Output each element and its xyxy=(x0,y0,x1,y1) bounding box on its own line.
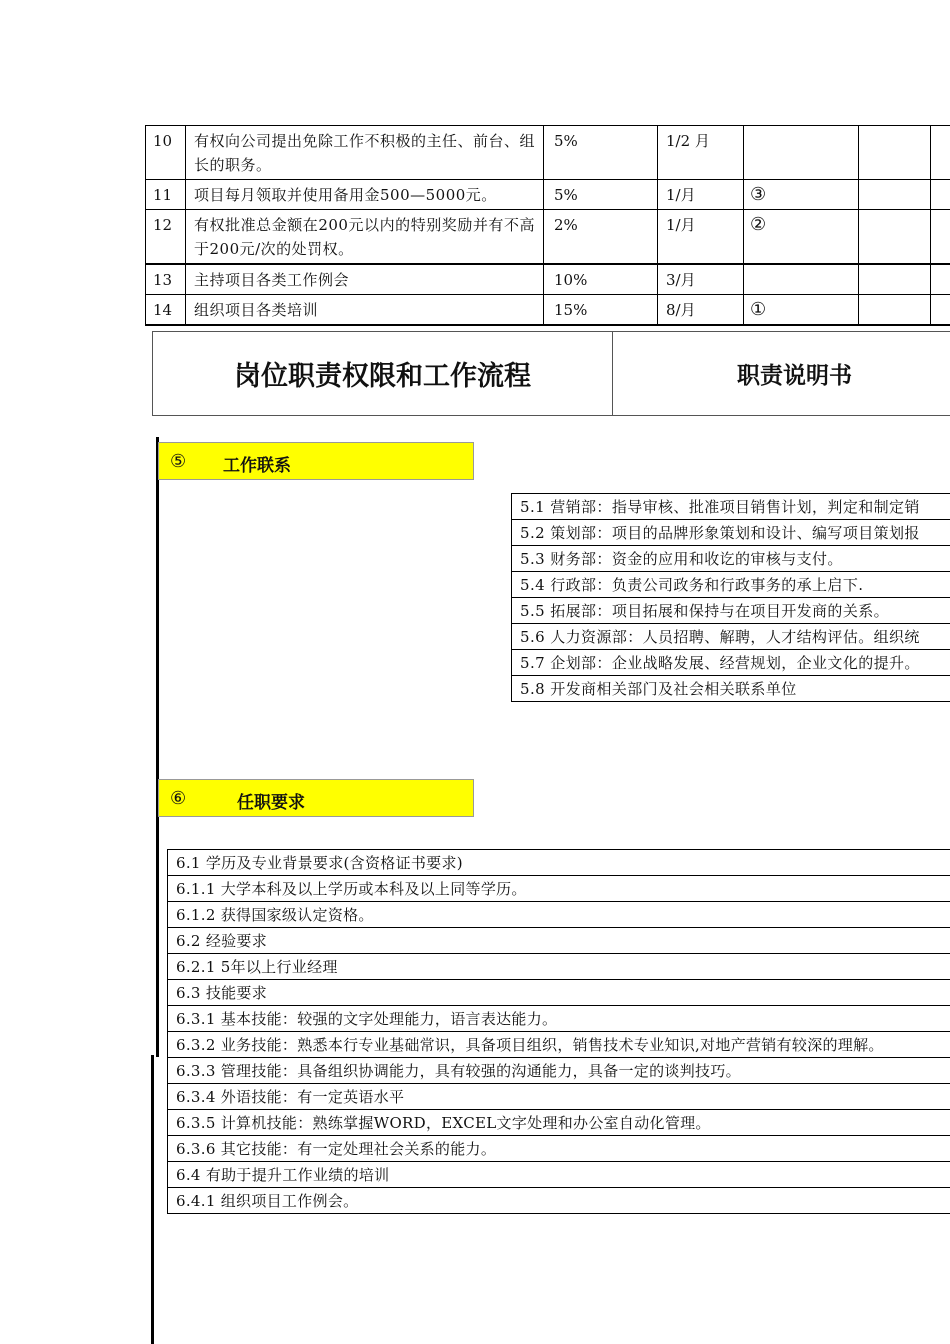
authority-table xyxy=(145,125,950,326)
row-text: 组织项目各类培训 xyxy=(186,295,544,326)
row-number: 12 xyxy=(146,210,186,265)
list-item: 6.3.1 基本技能：较强的文字处理能力，语言表达能力。 xyxy=(168,1006,950,1032)
list-item: 6.3 技能要求 xyxy=(168,980,950,1006)
list-item: 5.5 拓展部：项目拓展和保持与在项目开发商的关系。 xyxy=(512,598,950,624)
list-item: 6.1.2 获得国家级认定资格。 xyxy=(168,902,950,928)
empty-cell xyxy=(931,126,950,180)
section-label: 任职要求 xyxy=(237,793,305,813)
row-frequency: 1/2 月 xyxy=(658,126,744,180)
empty-cell xyxy=(859,264,931,295)
list-item: 6.3.2 业务技能：熟悉本行专业基础常识，具备项目组织，销售技术专业知识,对地产营销有较深的理解。 xyxy=(168,1032,950,1058)
document-type-title: 职责说明书 xyxy=(737,363,852,389)
row-weight: 15% xyxy=(544,295,658,326)
row-number: 13 xyxy=(146,264,186,295)
list-item: 6.3.5 计算机技能：熟练掌握WORD，EXCEL文字处理和办公室自动化管理。 xyxy=(168,1110,950,1136)
empty-cell xyxy=(931,295,950,326)
page-title: 岗位职责权限和工作流程 xyxy=(153,332,613,415)
list-item: 5.7 企划部：企业战略发展、经营规划，企业文化的提升。 xyxy=(512,650,950,676)
work-relations-table xyxy=(511,493,950,702)
list-item: 6.3.3 管理技能：具备组织协调能力，具有较强的沟通能力，具备一定的谈判技巧。 xyxy=(168,1058,950,1084)
row-mark: ① xyxy=(744,295,859,326)
empty-cell xyxy=(859,210,931,265)
list-item: 6.4.1 组织项目工作例会。 xyxy=(168,1188,950,1214)
row-mark xyxy=(744,126,859,180)
list-item: 5.1 营销部：指导审核、批准项目销售计划，判定和制定销 xyxy=(512,494,950,520)
job-requirements-table xyxy=(167,849,950,1214)
list-item: 6.4 有助于提升工作业绩的培训 xyxy=(168,1162,950,1188)
list-item: 5.2 策划部：项目的品牌形象策划和设计、编写项目策划报 xyxy=(512,520,950,546)
row-text: 有权向公司提出免除工作不积极的主任、前台、组长的职务。 xyxy=(186,126,544,180)
authority-row xyxy=(146,264,950,295)
row-number: 11 xyxy=(146,180,186,210)
row-mark xyxy=(744,264,859,295)
row-text: 主持项目各类工作例会 xyxy=(186,264,544,295)
row-text: 项目每月领取并使用备用金500—5000元。 xyxy=(186,180,544,210)
row-weight: 10% xyxy=(544,264,658,295)
empty-cell xyxy=(931,180,950,210)
section-header-job-requirements xyxy=(158,779,474,817)
authority-row xyxy=(146,210,950,265)
row-text: 有权批准总金额在200元以内的特别奖励并有不高于200元/次的处罚权。 xyxy=(186,210,544,265)
left-border-line xyxy=(156,437,159,1057)
authority-row xyxy=(146,180,950,210)
list-item: 6.1 学历及专业背景要求(含资格证书要求) xyxy=(168,850,950,876)
empty-cell xyxy=(859,295,931,326)
row-mark: ③ xyxy=(744,180,859,210)
list-item: 5.4 行政部：负责公司政务和行政事务的承上启下. xyxy=(512,572,950,598)
list-item: 5.8 开发商相关部门及社会相关联系单位 xyxy=(512,676,950,702)
row-weight: 5% xyxy=(544,180,658,210)
authority-row xyxy=(146,126,950,180)
row-frequency: 1/月 xyxy=(658,210,744,265)
left-border-line xyxy=(151,1055,154,1344)
section-label: 工作联系 xyxy=(223,456,291,476)
empty-cell xyxy=(859,180,931,210)
row-frequency: 8/月 xyxy=(658,295,744,326)
row-number: 14 xyxy=(146,295,186,326)
section-header-work-relations xyxy=(158,442,474,480)
row-number: 10 xyxy=(146,126,186,180)
list-item: 6.2 经验要求 xyxy=(168,928,950,954)
empty-cell xyxy=(931,264,950,295)
row-frequency: 1/月 xyxy=(658,180,744,210)
list-item: 6.3.4 外语技能：有一定英语水平 xyxy=(168,1084,950,1110)
empty-cell xyxy=(859,126,931,180)
list-item: 6.3.6 其它技能：有一定处理社会关系的能力。 xyxy=(168,1136,950,1162)
list-item: 5.3 财务部：资金的应用和收讫的审核与支付。 xyxy=(512,546,950,572)
list-item: 5.6 人力资源部：人员招聘、解聘，人才结构评估。组织统 xyxy=(512,624,950,650)
section-number: ⑥ xyxy=(170,788,187,809)
list-item: 6.1.1 大学本科及以上学历或本科及以上同等学历。 xyxy=(168,876,950,902)
section-number: ⑤ xyxy=(170,451,187,472)
empty-cell xyxy=(931,210,950,265)
document-title-box xyxy=(152,331,950,416)
list-item: 6.2.1 5年以上行业经理 xyxy=(168,954,950,980)
row-weight: 2% xyxy=(544,210,658,265)
row-mark: ② xyxy=(744,210,859,265)
row-frequency: 3/月 xyxy=(658,264,744,295)
authority-row xyxy=(146,295,950,326)
row-weight: 5% xyxy=(544,126,658,180)
